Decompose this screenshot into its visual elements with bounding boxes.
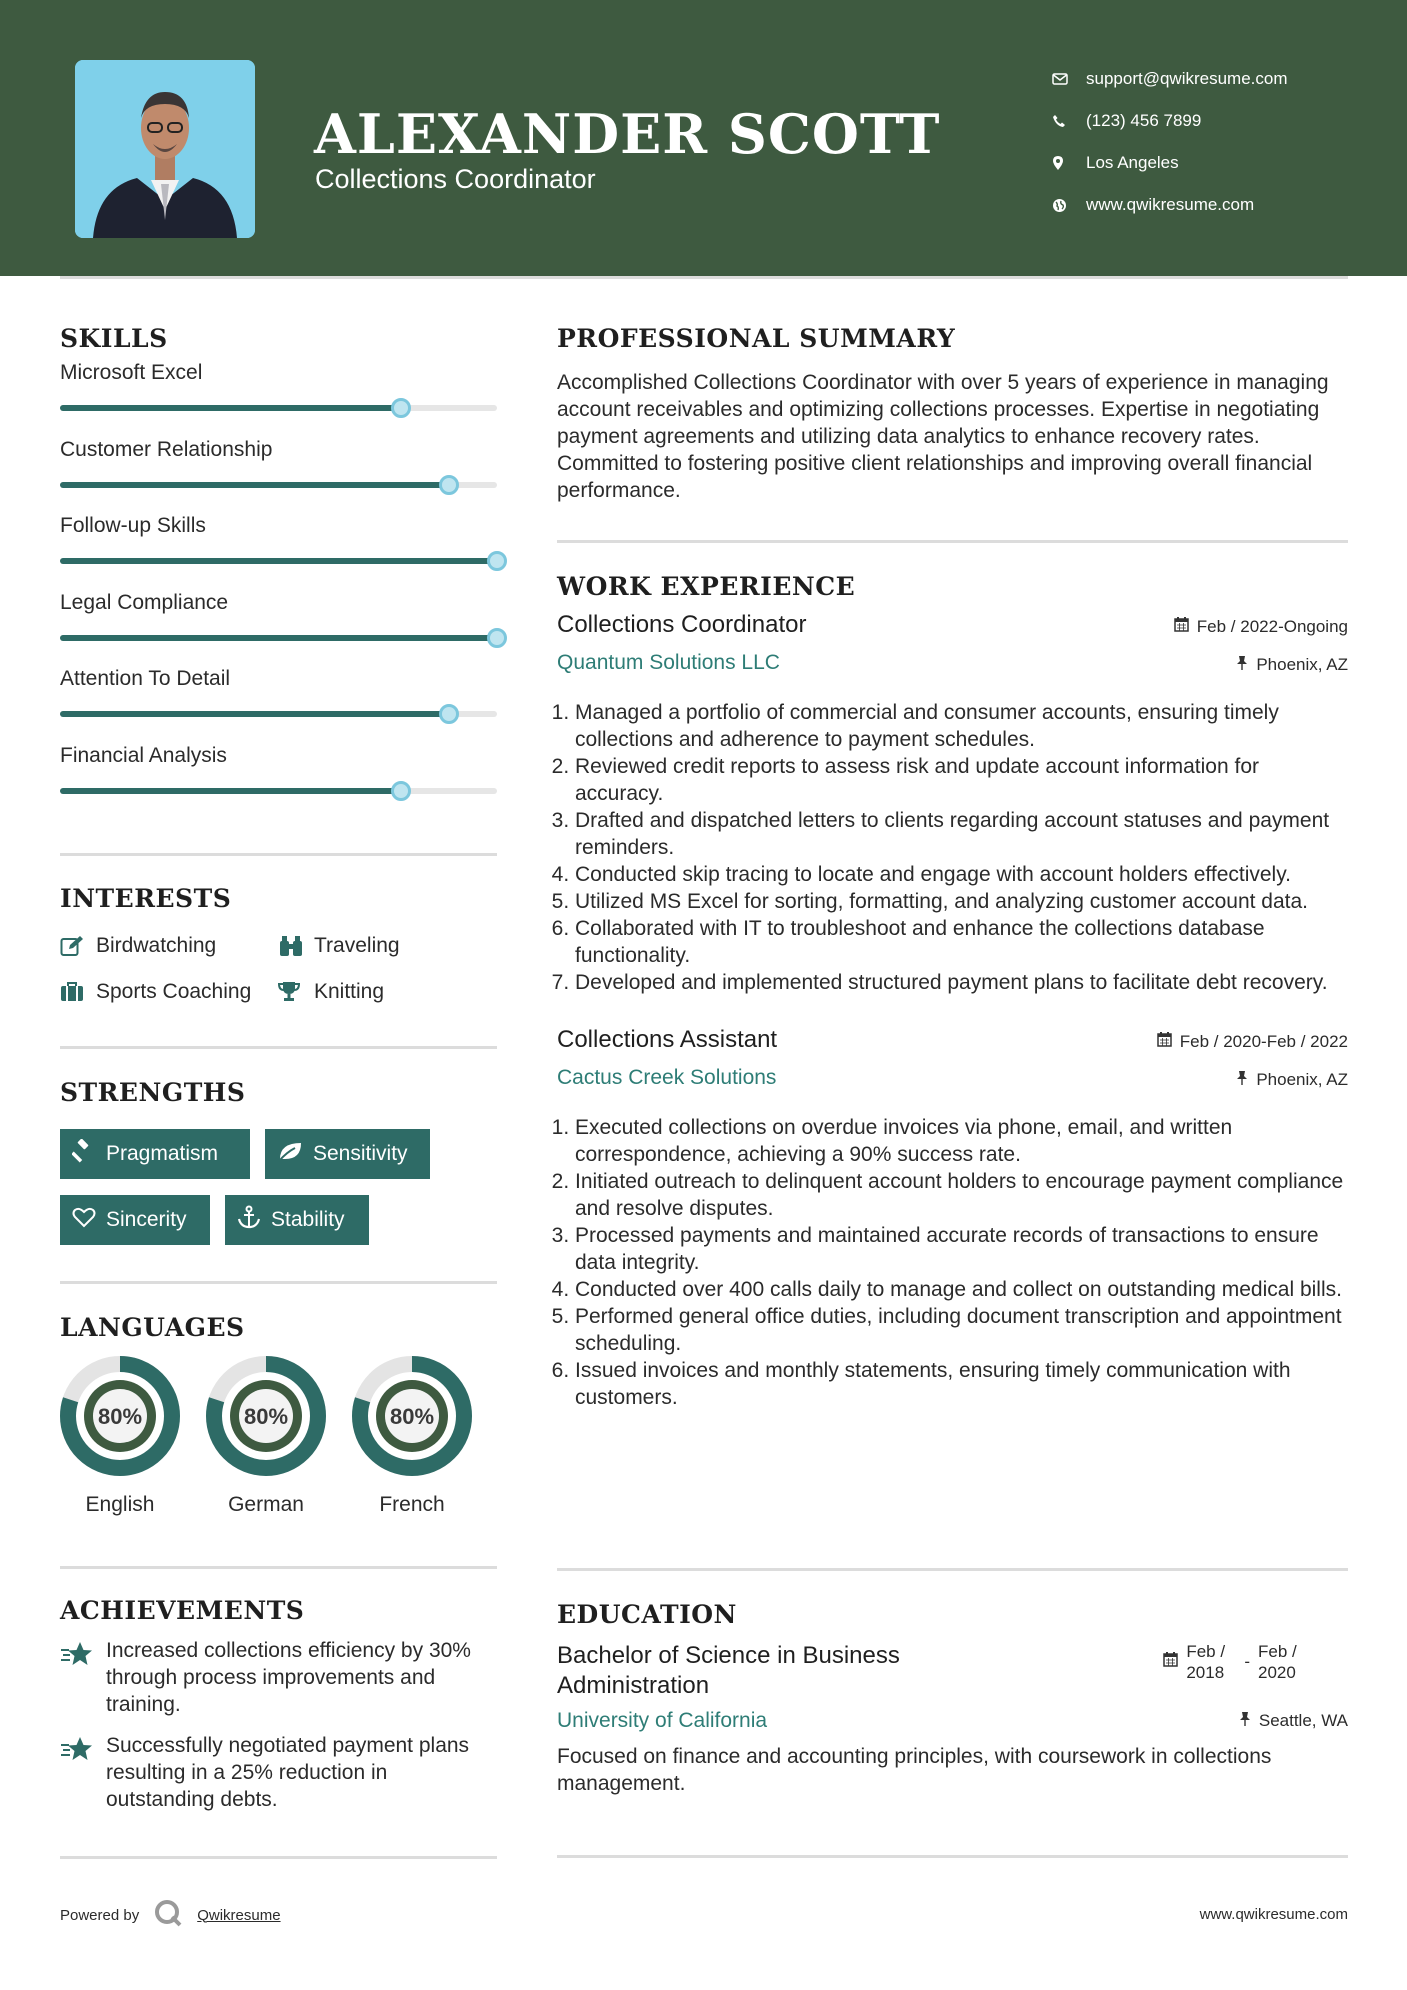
language-ring (60, 1356, 180, 1476)
section-divider (60, 1856, 497, 1859)
summary-heading: PROFESSIONAL SUMMARY (557, 324, 956, 353)
skill-track (60, 711, 497, 717)
date-separator: - (1244, 1652, 1250, 1671)
strengths-list (60, 1129, 497, 1245)
education-start-date: Feb / 2018 (1186, 1642, 1226, 1682)
job-date-text: Feb / 2022-Ongoing (1196, 617, 1348, 636)
skill-item (60, 667, 497, 744)
skill-track (60, 635, 497, 641)
strength-label: Sincerity (106, 1208, 187, 1231)
interest-label: Knitting (314, 980, 385, 1003)
powered-by-label: Powered by (60, 1906, 140, 1924)
summary-text: Accomplished Collections Coordinator with over 5 years of experience in managing account receivables and optimizing collections processes. Expertise in negotiating payment agreements and utilizing data analytics to enhance recovery rates. Committed to fostering positive client relationships and improving overall financial performance. (557, 371, 1329, 502)
skill-item (60, 361, 497, 438)
skill-track (60, 405, 497, 411)
contact-list (1052, 58, 1288, 226)
strength-badge (225, 1195, 369, 1245)
job-entry (557, 1026, 1348, 1411)
strengths-section (60, 1078, 497, 1261)
map-pin-icon (1052, 155, 1086, 171)
interest-item (60, 931, 278, 961)
calendar-icon (1157, 1032, 1172, 1052)
achievement-item (60, 1637, 497, 1718)
education-dates (1163, 1641, 1308, 1683)
school-location-text: Seattle, WA (1258, 1711, 1348, 1730)
skill-knob (439, 704, 459, 724)
job-location (1236, 655, 1348, 675)
job-entry (557, 611, 1348, 996)
skill-item (60, 591, 497, 668)
section-divider (557, 540, 1348, 543)
skill-track (60, 558, 497, 564)
trophy-icon (278, 981, 314, 1003)
language-name: German (228, 1493, 304, 1516)
job-duties (557, 699, 1348, 996)
school-name: University of California (557, 1709, 768, 1732)
achievement-item (60, 1732, 497, 1813)
interests-list (60, 931, 497, 1007)
footer-website[interactable]: www.qwikresume.com (1199, 1906, 1348, 1923)
job-company: Quantum Solutions LLC (557, 651, 780, 674)
contact-email[interactable] (1052, 58, 1288, 100)
duty-item: 4. Conducted over 400 calls daily to manage and collect on outstanding medical bills. (575, 1276, 1348, 1303)
skills-list (60, 361, 497, 820)
skill-fill (60, 482, 449, 488)
interest-item (278, 977, 497, 1007)
achievements-heading: ACHIEVEMENTS (60, 1596, 305, 1625)
globe-icon (1052, 198, 1086, 213)
interest-item (60, 977, 278, 1007)
candidate-name: ALEXANDER SCOTT (314, 102, 941, 166)
interest-label: Birdwatching (96, 934, 217, 957)
languages-heading: LANGUAGES (60, 1313, 245, 1342)
profile-photo (75, 60, 255, 238)
strength-badge (60, 1129, 250, 1179)
duty-item: 3. Drafted and dispatched letters to clients regarding account statuses and payment reminders. (575, 807, 1348, 861)
job-company: Cactus Creek Solutions (557, 1066, 777, 1089)
language-item (60, 1356, 180, 1517)
pushpin-icon (1236, 655, 1248, 675)
contact-location-text: Los Angeles (1086, 153, 1179, 172)
language-item (206, 1356, 326, 1517)
skill-fill (60, 711, 449, 717)
duty-item: 2. Reviewed credit reports to assess risk and update account information for accuracy. (575, 753, 1348, 807)
section-divider (557, 1855, 1348, 1858)
contact-website-text: www.qwikresume.com (1086, 195, 1255, 214)
strengths-heading: STRENGTHS (60, 1078, 246, 1107)
briefcase-icon (60, 982, 96, 1002)
languages-section (60, 1313, 497, 1517)
language-percent: 80% (243, 1404, 289, 1429)
strength-badge (265, 1129, 430, 1179)
achievement-text: Increased collections efficiency by 30% through process improvements and training. (106, 1639, 471, 1716)
skill-name: Customer Relationship (60, 437, 273, 461)
job-title: Collections Coordinator (557, 611, 807, 638)
interest-label: Traveling (314, 934, 400, 957)
calendar-icon (1174, 617, 1189, 637)
skill-knob (439, 475, 459, 495)
gavel-icon (72, 1139, 96, 1169)
contact-email-text: support@qwikresume.com (1086, 69, 1288, 88)
skill-track (60, 788, 497, 794)
duty-item: 4. Conducted skip tracing to locate and engage with account holders effectively. (575, 861, 1348, 888)
duty-item: 7. Developed and implemented structured payment plans to facilitate debt recovery. (575, 969, 1348, 996)
skill-knob (391, 398, 411, 418)
skill-fill (60, 635, 497, 641)
duty-item: 6. Collaborated with IT to troubleshoot and enhance the collections database functionality. (575, 915, 1348, 969)
strength-badge (60, 1195, 210, 1245)
job-date (1157, 1032, 1348, 1052)
skill-fill (60, 558, 497, 564)
duty-item: 1. Executed collections on overdue invoices via phone, email, and written correspondence, achieving a 90% success rate. (575, 1114, 1348, 1168)
skill-name: Attention To Detail (60, 667, 231, 690)
language-percent: 80% (389, 1404, 435, 1429)
education-heading: EDUCATION (557, 1600, 737, 1629)
education-section (557, 1600, 1348, 1797)
language-percent: 80% (97, 1404, 143, 1429)
duty-item: 5. Utilized MS Excel for sorting, formatting, and analyzing customer account data. (575, 888, 1348, 915)
qwikresume-logo-icon (153, 1898, 183, 1932)
interests-section (60, 884, 497, 1007)
duty-item: 6. Issued invoices and monthly statements, ensuring timely communication with customers. (575, 1357, 1348, 1411)
duty-item: 5. Performed general office duties, including document transcription and appointment scheduling. (575, 1303, 1348, 1357)
job-duties (557, 1114, 1348, 1411)
degree-title: Bachelor of Science in Business Administration (557, 1642, 900, 1699)
skill-track (60, 482, 497, 488)
header-divider (60, 276, 1348, 279)
pushpin-icon (1236, 1070, 1248, 1090)
experience-heading: WORK EXPERIENCE (557, 572, 856, 601)
skill-name: Follow-up Skills (60, 514, 206, 537)
achievements-section (60, 1596, 497, 1813)
pushpin-icon (1239, 1711, 1251, 1731)
section-divider (60, 1046, 497, 1049)
interest-item (278, 931, 497, 961)
language-name: English (85, 1493, 155, 1516)
footer-powered-by (60, 1898, 281, 1932)
job-location-text: Phoenix, AZ (1256, 1070, 1348, 1089)
job-date (1174, 617, 1348, 637)
section-divider (60, 1281, 497, 1284)
calendar-icon (1163, 1641, 1178, 1672)
skill-fill (60, 405, 401, 411)
star-icon (60, 1637, 106, 1718)
language-ring (206, 1356, 326, 1476)
leaf-icon (277, 1140, 303, 1168)
anchor-icon (237, 1205, 261, 1235)
language-ring (352, 1356, 472, 1476)
heart-icon (72, 1207, 96, 1234)
skill-item (60, 514, 497, 591)
contact-phone-text: (123) 456 7899 (1086, 111, 1202, 130)
contact-location (1052, 142, 1288, 184)
skill-item (60, 438, 497, 515)
summary-section (557, 324, 1348, 504)
skill-name: Microsoft Excel (60, 361, 203, 384)
job-date-text: Feb / 2020-Feb / 2022 (1179, 1032, 1348, 1051)
brand-link[interactable]: Qwikresume (197, 1906, 281, 1924)
duty-item: 2. Initiated outreach to delinquent account holders to encourage payment compliance and resolve disputes. (575, 1168, 1348, 1222)
star-icon (60, 1732, 106, 1813)
binoculars-icon (278, 935, 314, 957)
education-description: Focused on finance and accounting principles, with coursework in collections management. (557, 1745, 1272, 1795)
duty-item: 1. Managed a portfolio of commercial and consumer accounts, ensuring timely collections and adherence to payment schedules. (575, 699, 1348, 753)
school-location (1239, 1711, 1348, 1731)
candidate-title: Collections Coordinator (315, 164, 596, 194)
section-divider (60, 853, 497, 856)
skill-name: Legal Compliance (60, 590, 229, 614)
experience-section (557, 572, 1348, 1411)
languages-list (60, 1356, 497, 1517)
skill-fill (60, 788, 401, 794)
pencil-square-icon (60, 935, 96, 957)
resume-header (0, 0, 1407, 276)
skill-name: Financial Analysis (60, 743, 227, 767)
interests-heading: INTERESTS (60, 884, 232, 913)
contact-website[interactable] (1052, 184, 1288, 226)
section-divider (60, 1566, 497, 1569)
skills-heading: SKILLS (60, 324, 168, 353)
skill-knob (487, 628, 507, 648)
strength-label: Sensitivity (313, 1142, 408, 1165)
skill-knob (391, 781, 411, 801)
interest-label: Sports Coaching (96, 980, 252, 1003)
strength-label: Pragmatism (106, 1142, 219, 1165)
phone-icon (1052, 114, 1086, 128)
job-location-text: Phoenix, AZ (1256, 655, 1348, 674)
envelope-icon (1052, 73, 1086, 85)
achievement-text: Successfully negotiated payment plans resulting in a 25% reduction in outstanding debts. (106, 1734, 470, 1811)
duty-item: 3. Processed payments and maintained accurate records of transactions to ensure data integrity. (575, 1222, 1348, 1276)
job-title: Collections Assistant (557, 1026, 778, 1053)
skill-item (60, 744, 497, 821)
contact-phone[interactable] (1052, 100, 1288, 142)
skills-section (60, 324, 497, 820)
language-name: French (379, 1493, 445, 1516)
skill-knob (487, 551, 507, 571)
strength-label: Stability (271, 1208, 345, 1231)
language-item (352, 1356, 472, 1517)
section-divider (557, 1568, 1348, 1571)
education-end-date: Feb / 2020 (1258, 1642, 1297, 1682)
job-location (1236, 1070, 1348, 1090)
